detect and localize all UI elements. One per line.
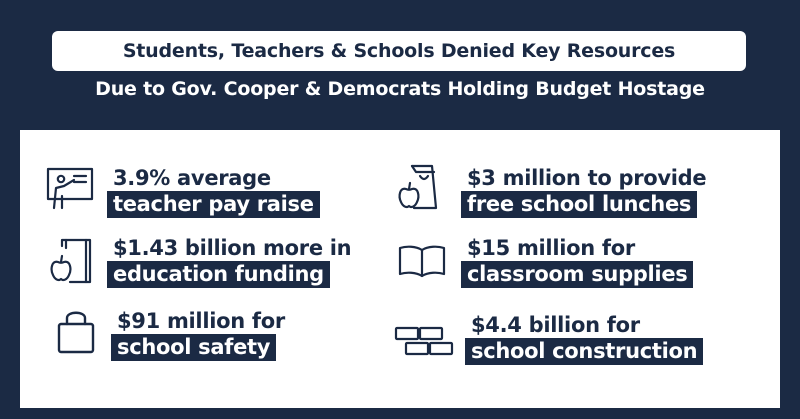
padlock-icon bbox=[56, 306, 96, 356]
page-title: Students, Teachers & Schools Denied Key Resources bbox=[122, 40, 676, 62]
item-1-headline: 3.9% average bbox=[113, 166, 271, 190]
item-4-headline: $15 million for bbox=[467, 236, 635, 260]
teacher-whiteboard-icon bbox=[44, 166, 96, 210]
open-book-icon bbox=[396, 243, 448, 279]
item-2-headline: $3 million to provide bbox=[467, 166, 707, 190]
item-4-highlight: classroom supplies bbox=[461, 261, 693, 288]
resources-panel bbox=[20, 130, 780, 408]
item-6-highlight: school construction bbox=[465, 338, 703, 365]
bricks-icon bbox=[394, 324, 458, 360]
item-3-highlight: education funding bbox=[107, 261, 330, 288]
item-2-highlight: free school lunches bbox=[461, 191, 697, 218]
item-5-highlight: school safety bbox=[111, 334, 276, 361]
lunch-bag-apple-icon bbox=[396, 162, 440, 214]
title-banner bbox=[52, 31, 746, 71]
page-subtitle: Due to Gov. Cooper & Democrats Holding Budget Hostage bbox=[95, 78, 705, 100]
book-apple-icon bbox=[50, 236, 96, 284]
item-1-highlight: teacher pay raise bbox=[107, 191, 320, 218]
item-6-headline: $4.4 billion for bbox=[471, 313, 640, 337]
item-5-headline: $91 million for bbox=[117, 309, 285, 333]
item-3-headline: $1.43 billion more in bbox=[113, 236, 352, 260]
